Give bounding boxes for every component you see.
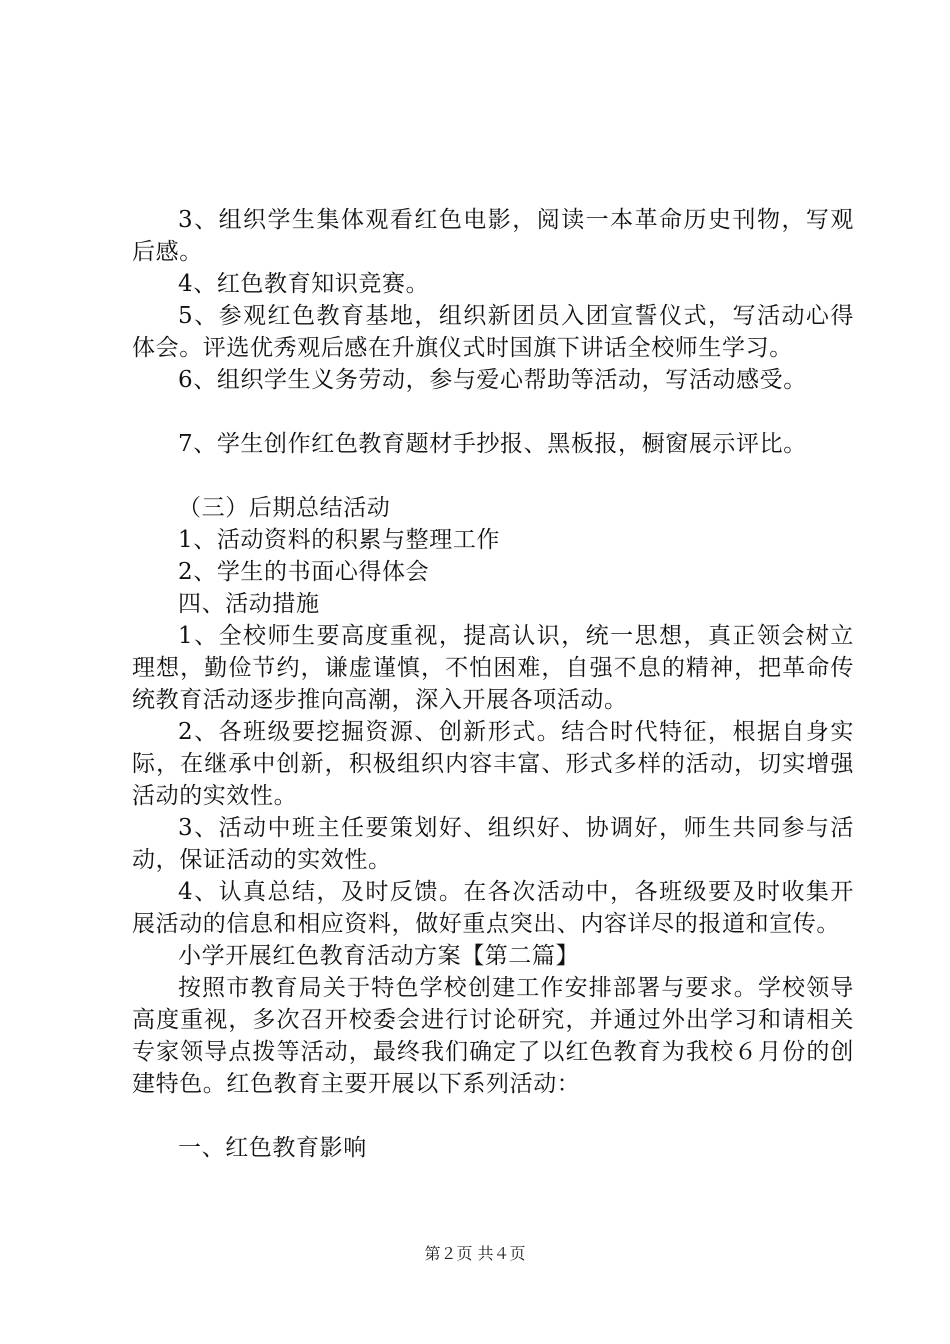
paragraph-summary-1: 1、活动资料的积累与整理工作 [178, 527, 501, 553]
section-heading-red-education-influence: 一、红色教育影响 [178, 1135, 367, 1161]
paragraph-item-5: 5、参观红色教育基地，组织新团员入团宣誓仪式，写活动心得体会。评选优秀观后感在升旗仪式时国旗下讲话全校师生学习。 [132, 303, 854, 361]
paragraph-item-3: 3、组织学生集体观看红色电影，阅读一本革命历史刊物，写观后感。 [132, 207, 854, 265]
page-footer [0, 1244, 950, 1264]
page-number-label: 第２页 共４页 [424, 1244, 526, 1263]
paragraph-measure-1: 1、全校师生要高度重视，提高认识，统一思想，真正领会树立理想，勤俭节约，谦虚谨慎，不怕困难，自强不息的精神，把革命传统教育活动逐步推向高潮，深入开展各项活动。 [132, 623, 854, 713]
section-heading-measures: 四、活动措施 [178, 591, 320, 617]
paragraph-item-7: 7、学生创作红色教育题材手抄报、黑板报，橱窗展示评比。 [178, 431, 807, 457]
paragraph-summary-2: 2、学生的书面心得体会 [178, 559, 430, 585]
document-subtitle-second-part: 小学开展红色教育活动方案【第二篇】 [178, 943, 580, 969]
document-body [132, 204, 854, 1164]
paragraph-item-6: 6、组织学生义务劳动，参与爱心帮助等活动，写活动感受。 [178, 367, 807, 393]
section-heading-later-summary: （三）后期总结活动 [178, 495, 391, 521]
paragraph-measure-2: 2、各班级要挖掘资源、创新形式。结合时代特征，根据自身实际，在继承中创新，积极组织内容丰富、形式多样的活动，切实增强活动的实效性。 [132, 719, 854, 809]
paragraph-measure-4: 4、认真总结，及时反馈。在各次活动中，各班级要及时收集开展活动的信息和相应资料，做好重点突出、内容详尽的报道和宣传。 [132, 879, 854, 937]
paragraph-measure-3: 3、活动中班主任要策划好、组织好、协调好，师生共同参与活动，保证活动的实效性。 [132, 815, 854, 873]
paragraph-item-4: 4、红色教育知识竞赛。 [178, 271, 430, 297]
paragraph-intro-second-part: 按照市教育局关于特色学校创建工作安排部署与要求。学校领导高度重视，多次召开校委会进行讨论研究，并通过外出学习和请相关专家领导点拨等活动，最终我们确定了以红色教育为我校６月份的创建特色。红色教育主要开展以下系列活动： [132, 975, 854, 1097]
